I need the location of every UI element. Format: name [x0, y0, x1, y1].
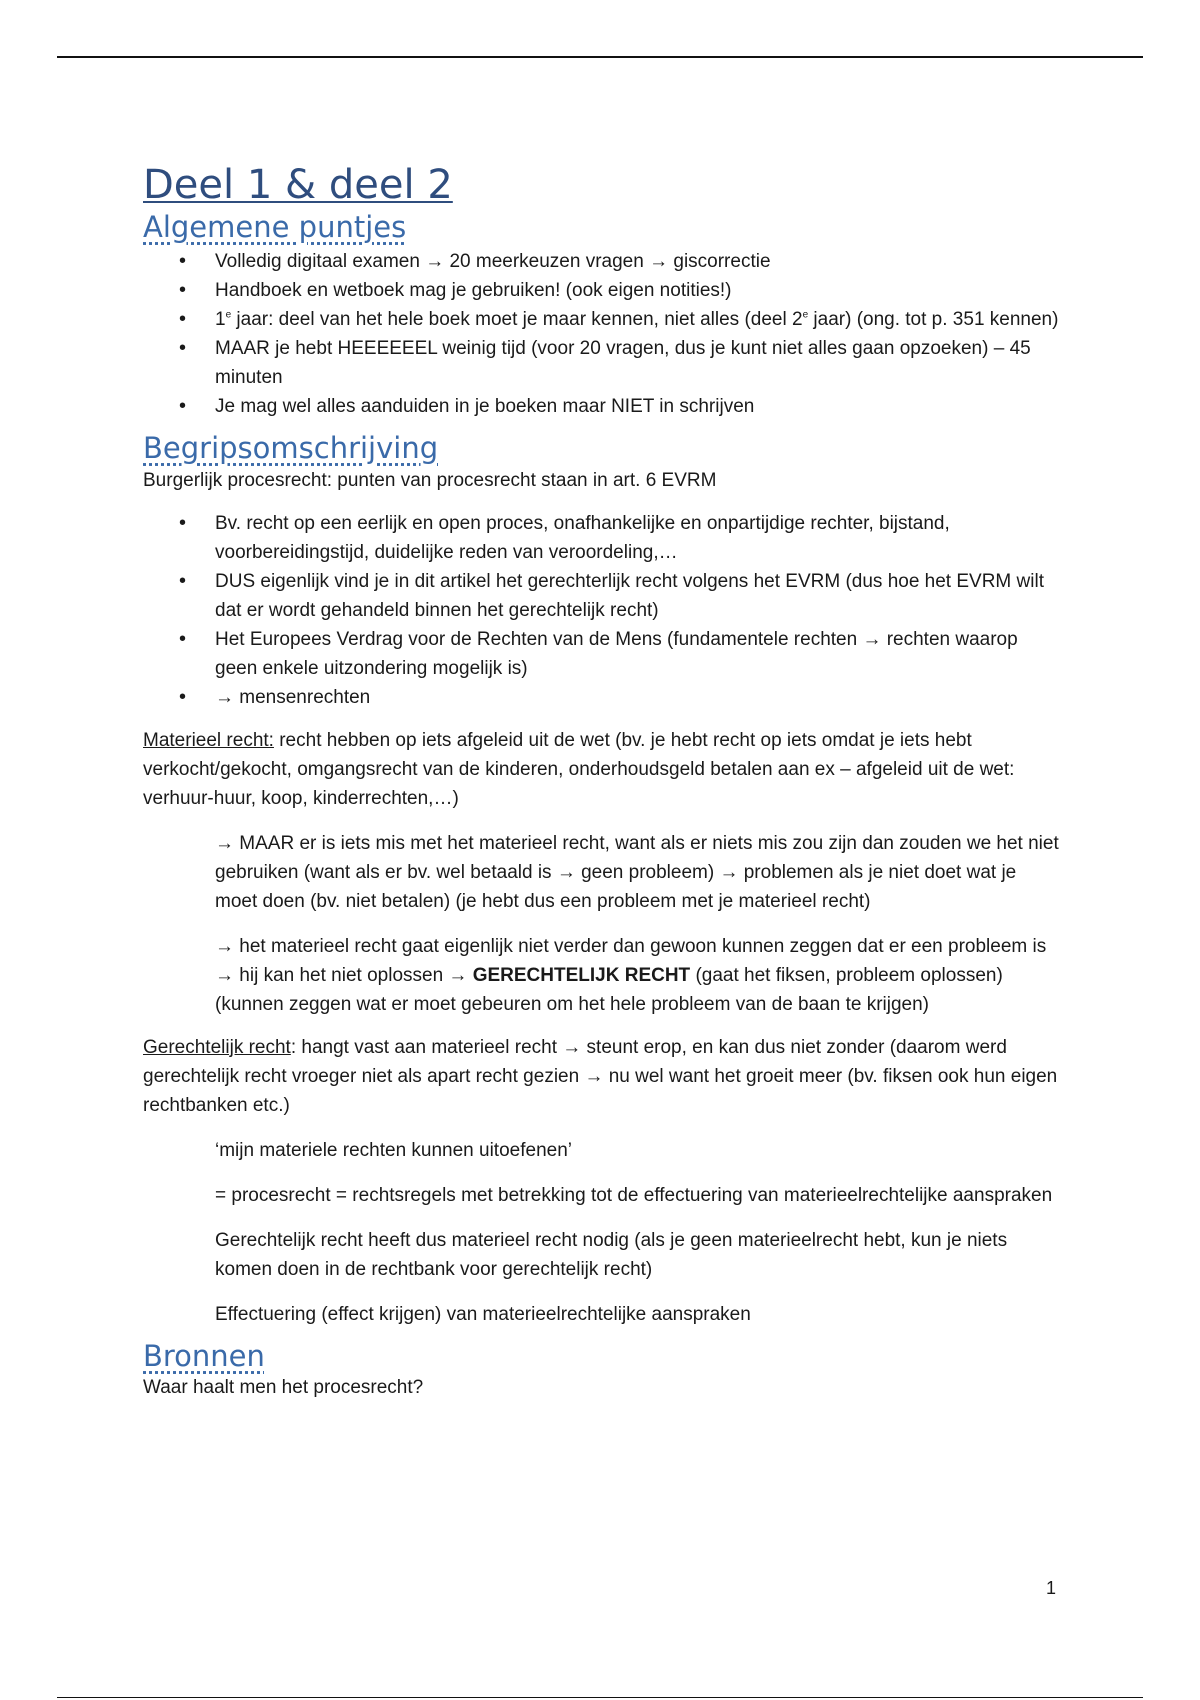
indented-paragraph — [143, 932, 1063, 1019]
section-algemene-puntjes — [143, 210, 1063, 421]
list-item: • Volledig digitaal examen → 20 meerkeuzen vragen → giscorrectie — [215, 247, 1063, 276]
list-item: • → mensenrechten — [215, 683, 1063, 712]
list-item: • Je mag wel alles aanduiden in je boeken maar NIET in schrijven — [215, 392, 1063, 421]
superscript: e — [802, 309, 809, 321]
footer-rule — [57, 1697, 1143, 1698]
section-bronnen — [143, 1339, 1063, 1403]
definition-paragraph: = procesrecht = rechtsregels met betrekking tot de effectuering van materieelrechtelijke aanspraken — [215, 1184, 1053, 1206]
quote-paragraph: ‘mijn materiele rechten kunnen uitoefenen’ — [215, 1139, 572, 1161]
indented-paragraph: → MAAR er is iets mis met het materieel recht, want als er niets mis zou zijn dan zouden we het niet gebruiken (want als er bv. wel betaald is → geen probleem) → problemen als je niet doet wat je moet doen (bv. niet betalen) (je hebt dus een probleem met je materieel recht) — [215, 832, 1059, 912]
list-item: • Bv. recht op een eerlijk en open proces, onafhankelijke en onpartijdige rechter, bijstand, voorbereidingstijd, duidelijke reden van veroordeling,… — [215, 509, 1063, 567]
text-run: 1 — [215, 308, 226, 330]
bold-text: → GERECHTELIJK RECHT — [448, 964, 691, 986]
materieel-recht-paragraph — [143, 726, 1063, 813]
text-run: : hangt vast aan materieel recht → steunt erop, en kan dus niet zonder (daarom werd gerechtelijk recht vroeger niet als apart recht gezien → nu wel want het groeit meer (bv. fiksen ook hun eigen rechtbanken etc.) — [143, 1036, 1058, 1116]
text-run: jaar) (ong. tot p. 351 kennen) — [808, 308, 1059, 330]
text-run: (gaat het fiksen, probleem oplossen) (kunnen zeggen wat er moet gebeuren om het hele probleem van de baan te krijgen) — [215, 964, 1003, 1015]
bullet-list-algemeen — [143, 247, 1063, 421]
term-materieel-recht: Materieel recht: — [143, 729, 274, 751]
text-run: jaar: deel van het hele boek moet je maar kennen, niet alles (deel 2 — [231, 308, 803, 330]
term-gerechtelijk-recht: Gerechtelijk recht — [143, 1036, 291, 1058]
list-item: • MAAR je hebt HEEEEEEL weinig tijd (voor 20 vragen, dus je kunt niet alles gaan opzoeken) – 45 minuten — [215, 334, 1063, 392]
gerechtelijk-recht-paragraph — [143, 1033, 1063, 1120]
list-item — [215, 305, 1063, 334]
section-begripsomschrijving — [143, 431, 1063, 1329]
intro-paragraph: Burgerlijk procesrecht: punten van procesrecht staan in art. 6 EVRM — [143, 469, 717, 491]
heading-bronnen: Bronnen — [143, 1338, 265, 1373]
bronnen-paragraph: Waar haalt men het procesrecht? — [143, 1377, 424, 1399]
indented-paragraph: Gerechtelijk recht heeft dus materieel recht nodig (als je geen materieelrecht hebt, kun je niets komen doen in de rechtbank voor gerechtelijk recht) — [215, 1229, 1008, 1280]
text-run: → het materieel recht gaat eigenlijk niet verder dan gewoon kunnen zeggen dat er een probleem is → hij kan het niet oplossen — [215, 935, 1047, 986]
document-title: Deel 1 & deel 2 — [143, 162, 453, 208]
list-item: • Handboek en wetboek mag je gebruiken! (ook eigen notities!) — [215, 276, 1063, 305]
document-body — [143, 162, 1063, 1402]
page-number: 1 — [1046, 1578, 1057, 1598]
heading-begripsomschrijving: Begripsomschrijving — [143, 430, 439, 465]
indented-paragraph: Effectuering (effect krijgen) van materieelrechtelijke aanspraken — [215, 1303, 751, 1325]
bullet-list-begrip — [143, 509, 1063, 712]
header-rule — [57, 56, 1143, 58]
list-item: • DUS eigenlijk vind je in dit artikel het gerechterlijk recht volgens het EVRM (dus hoe het EVRM wilt dat er wordt gehandeld binnen het gerechtelijk recht) — [215, 567, 1063, 625]
list-item: • Het Europees Verdrag voor de Rechten van de Mens (fundamentele rechten → rechten waarop geen enkele uitzondering mogelijk is) — [215, 625, 1063, 683]
superscript: e — [225, 309, 232, 321]
heading-algemene-puntjes: Algemene puntjes — [143, 210, 407, 244]
text-run: recht hebben op iets afgeleid uit de wet (bv. je hebt recht op iets omdat je iets hebt verkocht/gekocht, omgangsrecht van de kinderen, onderhoudsgeld betalen aan ex – afgeleid uit de wet: verhuur-huur, koop, kinderrechten,…) — [143, 729, 1015, 809]
